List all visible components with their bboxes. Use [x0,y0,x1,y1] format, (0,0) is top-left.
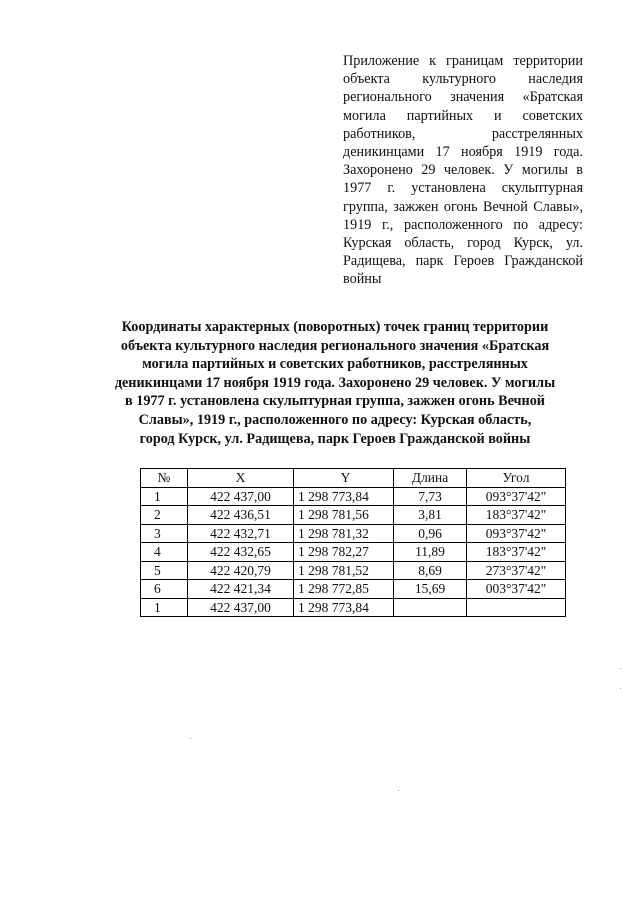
cell-x: 422 432,71 [188,524,294,543]
cell-length [394,598,467,617]
header-y: Y [294,469,394,488]
cell-x: 422 437,00 [188,487,294,506]
cell-number: 2 [141,506,188,525]
table-row [141,561,566,580]
cell-number: 5 [141,561,188,580]
cell-x: 422 420,79 [188,561,294,580]
table-row [141,487,566,506]
cell-length: 3,81 [394,506,467,525]
header-x: X [188,469,294,488]
cell-y: 1 298 781,52 [294,561,394,580]
table-row [141,524,566,543]
coordinates-table [140,468,566,617]
cell-y: 1 298 781,56 [294,506,394,525]
table-row [141,598,566,617]
cell-y: 1 298 773,84 [294,598,394,617]
cell-number: 4 [141,543,188,562]
cell-y: 1 298 781,32 [294,524,394,543]
cell-angle: 273°37'42" [467,561,566,580]
cell-number: 6 [141,580,188,599]
cell-y: 1 298 772,85 [294,580,394,599]
cell-angle [467,598,566,617]
cell-angle: 183°37'42" [467,543,566,562]
cell-angle: 003°37'42" [467,580,566,599]
cell-x: 422 432,65 [188,543,294,562]
header-angle: Угол [467,469,566,488]
table-row [141,580,566,599]
scan-speck [620,668,621,669]
cell-number: 1 [141,487,188,506]
title-line: могила партийных и советских работников, расстрелянных [142,356,528,373]
cell-x: 422 437,00 [188,598,294,617]
cell-angle: 183°37'42" [467,506,566,525]
cell-x: 422 436,51 [188,506,294,525]
cell-y: 1 298 773,84 [294,487,394,506]
header-length: Длина [394,469,467,488]
scan-speck [398,790,399,791]
scan-speck [190,738,191,739]
appendix-note: Приложение к границам территории объекта культурного наследия регионального значения «Братская могила партийных и советских работников, расстрелянных деникинцами 17 ноября 1919 года. Захоронено 29 человек. У могилы в 1977 г. установлена скульптурная группа, зажжен огонь Вечной Славы», 1919 г., расположенного по адресу: Курская область, город Курск, ул. Радищева, парк Героев Гражданской войны [343,53,583,288]
title-line: объекта культурного наследия регионального значения «Братская [120,337,550,354]
cell-number: 1 [141,598,188,617]
title-line: в 1977 г. установлена скульптурная группа, зажжен огонь Вечной [125,393,545,410]
cell-number: 3 [141,524,188,543]
title-line: деникинцами 17 ноября 1919 года. Захоронено 29 человек. У могилы [114,374,556,391]
title-line: Славы», 1919 г., расположенного по адресу: Курская область, [138,411,532,428]
cell-length: 7,73 [394,487,467,506]
header-number: № [141,469,188,488]
cell-length: 15,69 [394,580,467,599]
title-line: город Курск, ул. Радищева, парк Героев Гражданской войны [139,430,531,447]
table-header-row [141,469,566,488]
cell-length: 11,89 [394,543,467,562]
document-title [100,318,570,448]
cell-angle: 093°37'42" [467,524,566,543]
title-line: Координаты характерных (поворотных) точек границ территории [121,319,549,335]
cell-y: 1 298 782,27 [294,543,394,562]
cell-length: 8,69 [394,561,467,580]
table-row [141,506,566,525]
table-row [141,543,566,562]
cell-angle: 093°37'42" [467,487,566,506]
cell-length: 0,96 [394,524,467,543]
scan-speck [620,688,621,689]
cell-x: 422 421,34 [188,580,294,599]
